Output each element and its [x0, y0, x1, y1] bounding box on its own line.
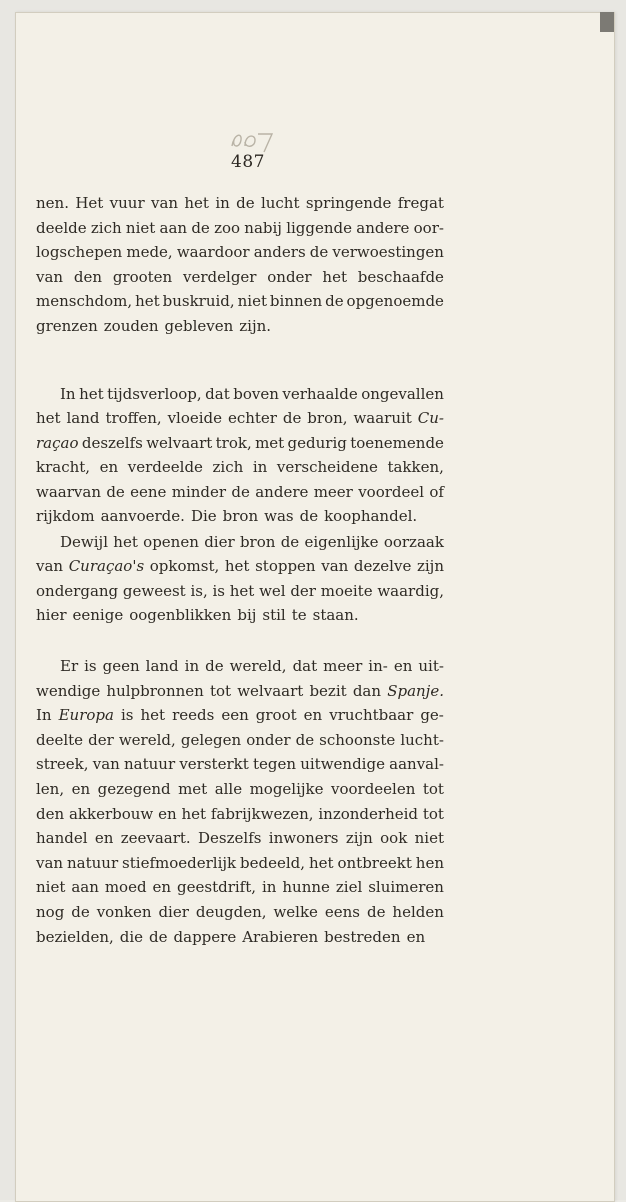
text-line: van den grooten verdelger onder het beschaafde	[36, 267, 444, 286]
text-line: deelde zich niet aan de zoo nabij liggende andere oor-	[36, 218, 444, 237]
text-line: raçao deszelfs welvaart trok, met gedurig toenemende	[36, 433, 444, 452]
page-number: 487	[231, 152, 265, 172]
text-line: Dewijl het openen dier bron de eigenlijke oorzaak	[60, 533, 444, 551]
text-line: den akkerbouw en het fabrijkwezen, inzonderheid tot	[36, 804, 444, 823]
text-line: streek, van natuur versterkt tegen uitwendige aanval-	[36, 755, 444, 774]
text-line: Er is geen land in de wereld, dat meer in- en uit-	[60, 657, 444, 675]
text-line: van natuur stiefmoederlijk bedeeld, het ontbreekt hen	[36, 853, 444, 872]
text-line: bezielden, die de dappere Arabieren bestreden en	[36, 927, 426, 946]
text-line: kracht, en verdeelde zich in verscheidene takken,	[36, 458, 444, 477]
pencil-annotation	[228, 126, 278, 154]
text-line: het land troffen, vloeide echter de bron, waaruit Cu-	[36, 409, 444, 428]
text-line: grenzen zouden gebleven zijn.	[36, 317, 272, 335]
text-line: menschdom, het buskruid, niet binnen de opgenoemde	[36, 292, 444, 311]
text-line: len, en gezegend met alle mogelijke voordeelen tot	[36, 780, 444, 798]
text-line: waarvan de eene minder de andere meer voordeel of	[36, 482, 444, 501]
text-line: ondergang geweest is, is het wel der moeite waardig,	[36, 581, 444, 600]
text-line: In het tijdsverloop, dat boven verhaalde ongevallen	[60, 385, 444, 403]
text-line: nog de vonken dier deugden, welke eens de helden	[36, 903, 444, 921]
text-line: deelte der wereld, gelegen onder de schoonste lucht-	[36, 730, 444, 749]
text-line: handel en zeevaart. Deszelfs inwoners zijn ook niet	[36, 829, 444, 848]
text-line: rijkdom aanvoerde. Die bron was de koophandel.	[36, 507, 418, 525]
text-line: hier eenige oogenblikken bij stil te staan.	[36, 605, 359, 624]
text-line: nen. Het vuur van het in de lucht springende fregat	[36, 194, 444, 212]
text-line: In Europa is het reeds een groot en vruchtbaar ge-	[36, 706, 444, 725]
text-line: wendige hulpbronnen tot welvaart bezit dan Spanje.	[36, 681, 444, 700]
page-corner-marker	[600, 12, 614, 32]
text-line: logschepen mede, waardoor anders de verwoestingen	[36, 243, 444, 262]
text-line: van Curaçao's opkomst, het stoppen van dezelve zijn	[36, 557, 444, 576]
text-line: niet aan moed en geestdrift, in hunne ziel sluimeren	[36, 878, 444, 897]
